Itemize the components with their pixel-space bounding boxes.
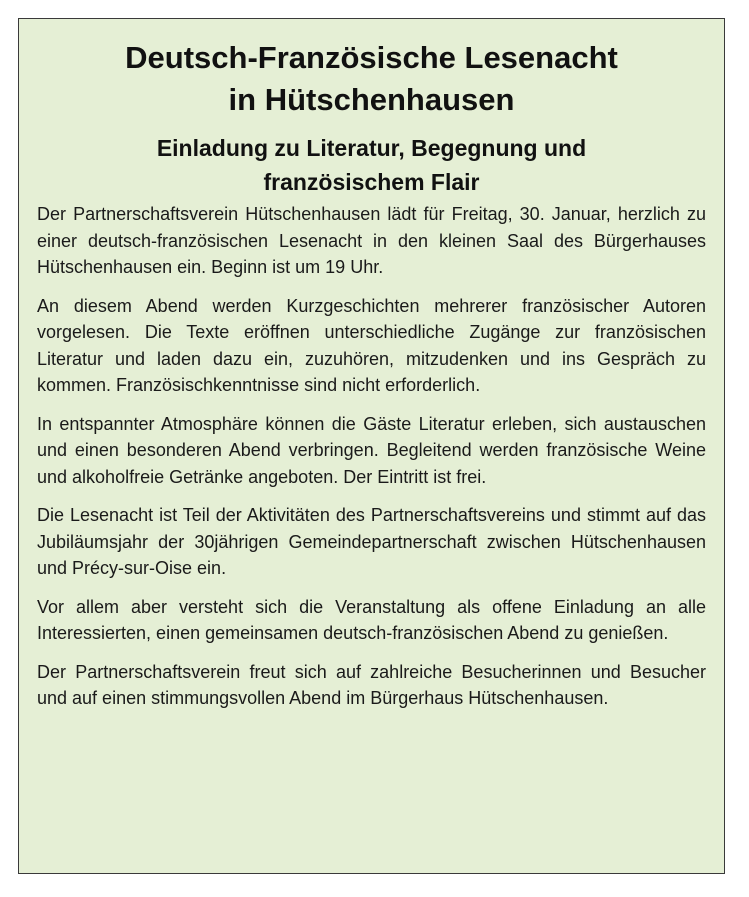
paragraph-date-invitation: Der Partnerschaftsverein Hütschenhausen lädt für Freitag, 30. Januar, herzlich zu einer deutsch-französischen Lesenacht in den kleinen Saal des Bürgerhauses Hütschenhausen ein. Beginn ist um 19 Uhr. [37, 204, 706, 277]
paragraph-open-invitation: Vor allem aber versteht sich die Veranstaltung als offene Einladung an alle Interessierten, einen gemeinsamen deutsch-französischen Abend zu genießen. [37, 596, 706, 643]
paragraph-atmosphere: In entspannter Atmosphäre können die Gäste Literatur erleben, sich austauschen und einen besonderen Abend verbringen. Begleitend werden französische Weine und alkoholfreie Getränke angeboten. Der Eintritt ist frei. [37, 413, 706, 487]
article-body [37, 201, 706, 712]
paragraph-anniversary: Die Lesenacht ist Teil der Aktivitäten des Partnerschaftsvereins und stimmt auf das Jubiläumsjahr der 30jährigen Gemeindepartnerschaft zwischen Hütschenhausen und Précy-sur-Oise ein. [37, 505, 706, 578]
article-title [37, 37, 706, 121]
title-line-1: Deutsch-Französische Lesenacht [125, 40, 618, 75]
title-line-2: in Hütschenhausen [228, 82, 515, 117]
subtitle-line-1: Einladung zu Literatur, Begegnung und [156, 135, 587, 161]
article-subtitle [37, 131, 706, 199]
article-box [18, 18, 725, 874]
paragraph-closing: Der Partnerschaftsverein freut sich auf zahlreiche Besucherinnen und Besucher und auf einen stimmungsvollen Abend im Bürgerhaus Hütschenhausen. [37, 661, 706, 708]
paragraph-program: An diesem Abend werden Kurzgeschichten mehrerer französischer Autoren vorgelesen. Die Texte eröffnen unterschiedliche Zugänge zur französischen Literatur und laden dazu ein, zuzuhören, mitzudenken und ins Gespräch zu kommen. Französischkenntnisse sind nicht erforderlich. [37, 295, 706, 395]
subtitle-line-2: französischem Flair [263, 169, 480, 195]
